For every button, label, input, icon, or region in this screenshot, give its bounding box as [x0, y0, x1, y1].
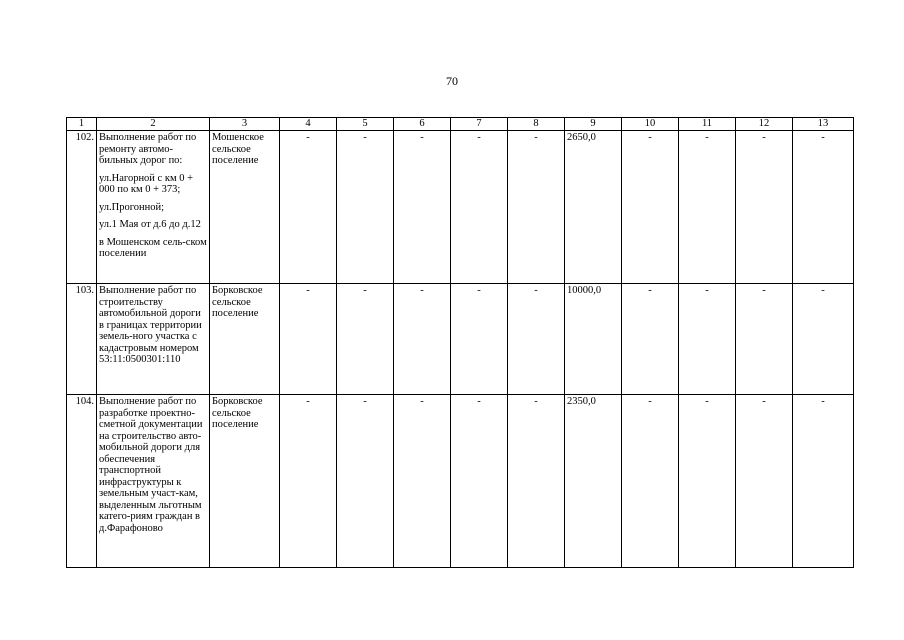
row-place: Борковское сельское поселение	[210, 395, 280, 568]
header-cell: 5	[337, 118, 394, 131]
row-place: Борковское сельское поселение	[210, 284, 280, 395]
cell-col11: -	[679, 395, 736, 568]
header-cell: 10	[622, 118, 679, 131]
header-cell: 6	[394, 118, 451, 131]
cell-col9: 10000,0	[565, 284, 622, 395]
cell-col4: -	[280, 131, 337, 284]
row-number: 104.	[67, 395, 97, 568]
description-line: ул.Прогонной;	[99, 201, 165, 213]
header-cell: 9	[565, 118, 622, 131]
cell-col5: -	[337, 284, 394, 395]
header-cell: 8	[508, 118, 565, 131]
table-row	[67, 395, 854, 568]
cell-col10: -	[622, 284, 679, 395]
description-line: ул.Нагорной с км 0 + 000 по км 0 + 373;	[99, 172, 194, 195]
cell-col13: -	[793, 284, 854, 395]
cell-col8: -	[508, 284, 565, 395]
header-cell: 7	[451, 118, 508, 131]
cell-col13: -	[793, 131, 854, 284]
data-table	[66, 117, 854, 568]
cell-col8: -	[508, 131, 565, 284]
description-line: Выполнение работ по разработке проектно-сметной документации на строительство авто-мобильной дороги для обеспечения транспортной инфраструктуры к земельным участ-кам, выделенным льготным катего-риям граждан в д.Фарафоново	[99, 396, 203, 534]
cell-col9: 2650,0	[565, 131, 622, 284]
header-cell: 13	[793, 118, 854, 131]
header-cell: 12	[736, 118, 793, 131]
header-cell: 2	[97, 118, 210, 131]
cell-col10: -	[622, 131, 679, 284]
cell-col13: -	[793, 395, 854, 568]
table-row	[67, 284, 854, 395]
row-description	[97, 131, 210, 284]
header-cell: 4	[280, 118, 337, 131]
row-number: 103.	[67, 284, 97, 395]
description-line: ул.1 Мая от д.6 до д.12	[99, 219, 201, 230]
cell-col9: 2350,0	[565, 395, 622, 568]
cell-col12: -	[736, 395, 793, 568]
row-description	[97, 395, 210, 568]
header-cell: 11	[679, 118, 736, 131]
cell-col12: -	[736, 131, 793, 284]
cell-col5: -	[337, 131, 394, 284]
cell-col7: -	[451, 284, 508, 395]
cell-col6: -	[394, 395, 451, 568]
row-place: Мошенское сельское поселение	[210, 131, 280, 284]
row-description	[97, 284, 210, 395]
cell-col5: -	[337, 395, 394, 568]
cell-col7: -	[451, 131, 508, 284]
header-cell: 3	[210, 118, 280, 131]
page-number: 70	[446, 74, 458, 88]
description-line: Выполнение работ по строительству автомобильной дороги в границах территории земель-ного участка с кадастровым номером 53:11:0500301:110	[99, 285, 202, 365]
header-cell: 1	[67, 118, 97, 131]
cell-col12: -	[736, 284, 793, 395]
cell-col4: -	[280, 395, 337, 568]
cell-col6: -	[394, 131, 451, 284]
header-row	[67, 118, 854, 131]
row-number: 102.	[67, 131, 97, 284]
table-row	[67, 131, 854, 284]
cell-col10: -	[622, 395, 679, 568]
cell-col11: -	[679, 284, 736, 395]
description-line: в Мошенском сель-ском поселении	[99, 236, 207, 259]
cell-col4: -	[280, 284, 337, 395]
cell-col11: -	[679, 131, 736, 284]
description-line: Выполнение работ по ремонту автомо-бильных дорог по:	[99, 132, 197, 166]
cell-col8: -	[508, 395, 565, 568]
cell-col7: -	[451, 395, 508, 568]
cell-col6: -	[394, 284, 451, 395]
